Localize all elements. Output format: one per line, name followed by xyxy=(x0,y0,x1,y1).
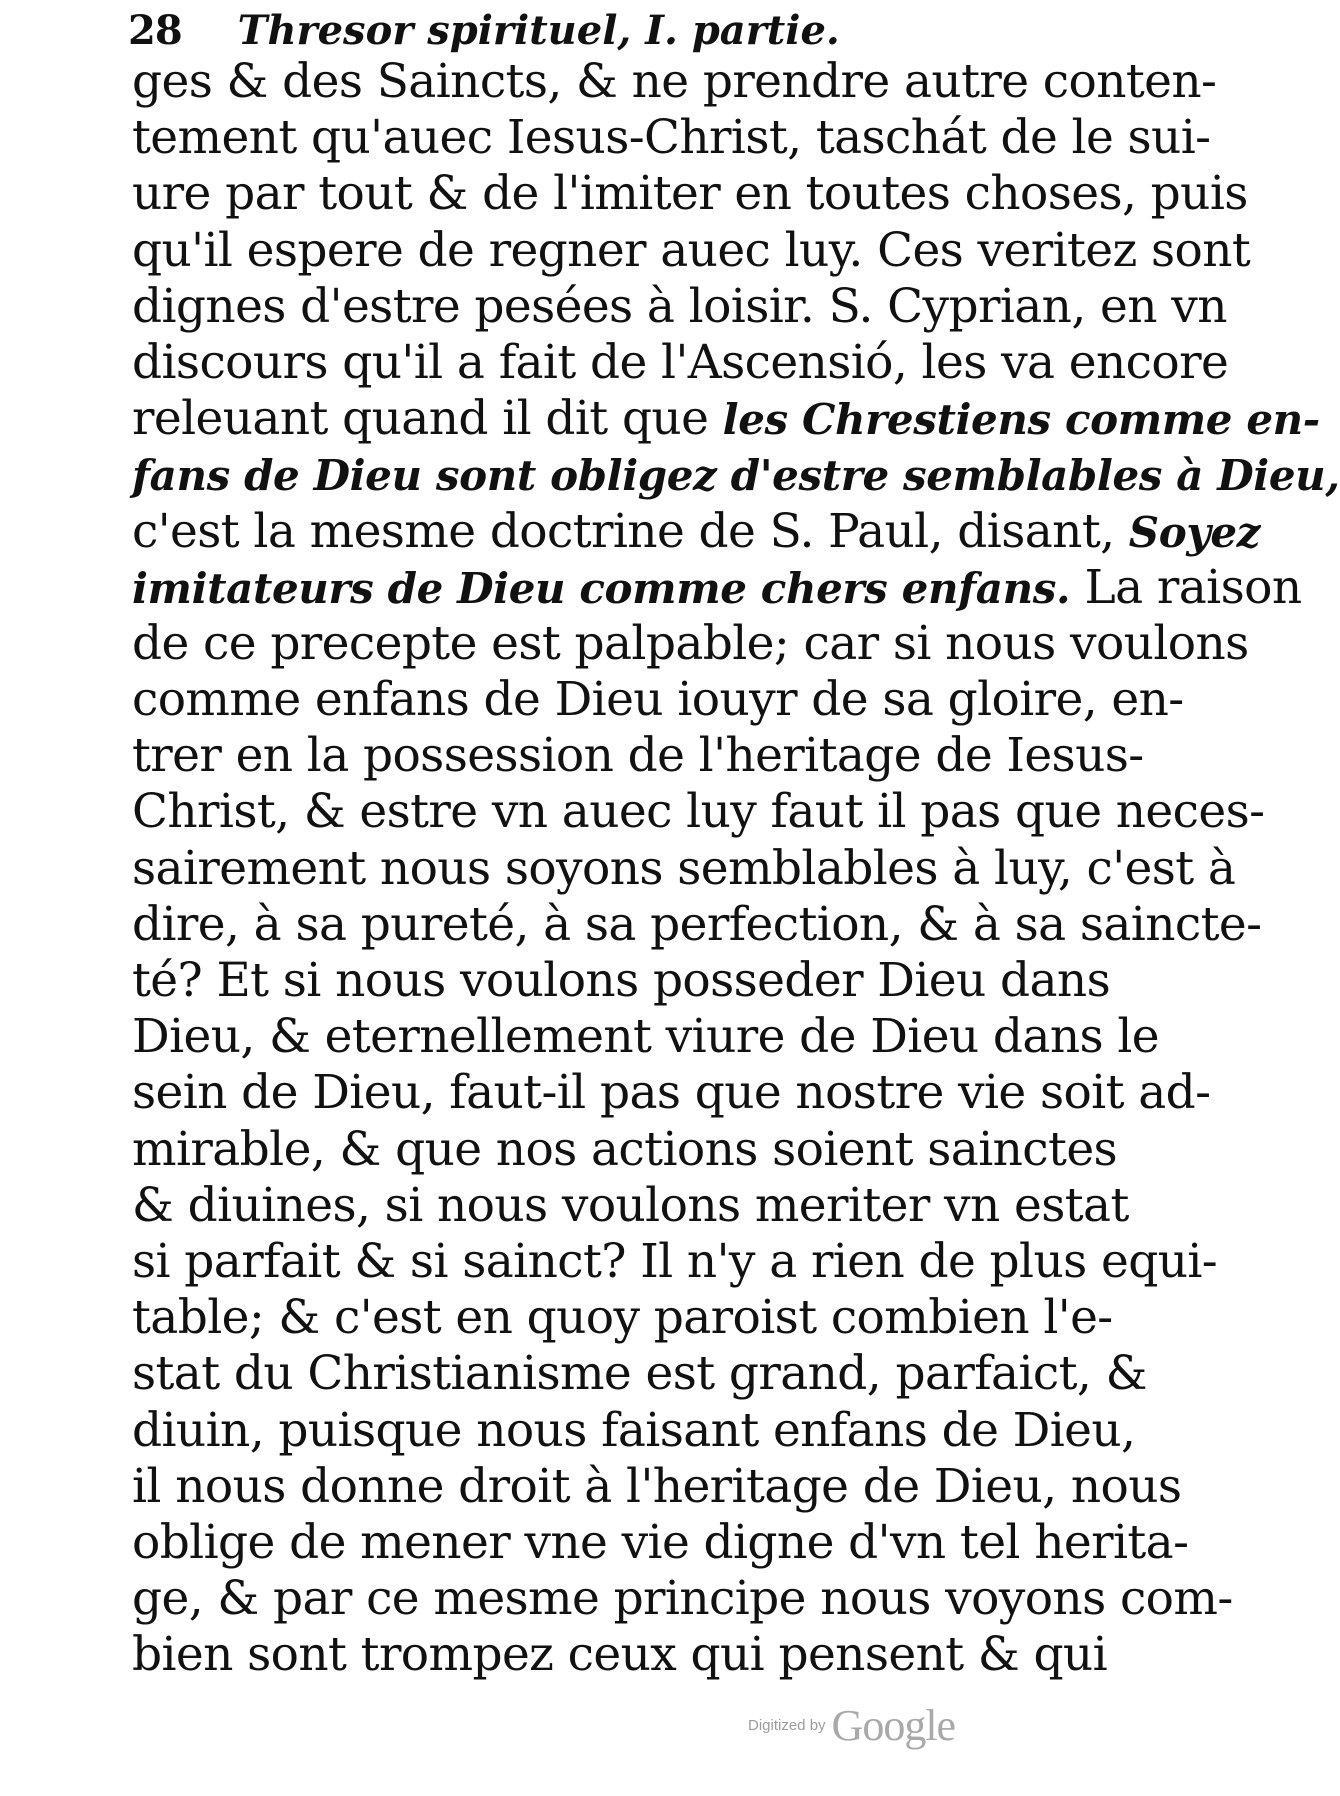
text-line: tement qu'auec Iesus-Christ, taschát de le sui- xyxy=(132,110,1211,166)
text-line: stat du Christianisme est grand, parfaict, & xyxy=(132,1346,1147,1402)
text-line: trer en la possession de l'heritage de Iesus- xyxy=(132,728,1144,784)
watermark-prefix: Digitized by xyxy=(748,1717,826,1734)
text-line: dignes d'estre pesées à loisir. S. Cyprian, en vn xyxy=(132,278,1227,334)
text-line: ge, & par ce mesme principe nous voyons com- xyxy=(132,1571,1233,1627)
text-line: bien sont trompez ceux qui pensent & qui xyxy=(132,1627,1108,1683)
text-line: table; & c'est en quoy paroist combien l'e- xyxy=(132,1290,1113,1346)
text-line: discours qu'il a fait de l'Ascensió, les va encore xyxy=(132,334,1229,390)
text-line: si parfait & si sainct? Il n'y a rien de plus equi- xyxy=(132,1233,1218,1289)
text-line: té? Et si nous voulons posseder Dieu dans xyxy=(132,953,1111,1008)
text-line: Dieu, & eternellement viure de Dieu dans le xyxy=(132,1009,1160,1065)
text-line: qu'il espere de regner auec luy. Ces veritez sont xyxy=(132,222,1251,278)
text-line: comme enfans de Dieu iouyr de sa gloire, en- xyxy=(132,672,1184,728)
text-line: sein de Dieu, faut-il pas que nostre vie soit ad- xyxy=(132,1065,1211,1121)
text-line xyxy=(132,391,1320,447)
running-head xyxy=(128,0,888,62)
italic-quotation: imitateurs de Dieu comme chers enfans. xyxy=(132,563,1071,613)
body-text xyxy=(132,54,1340,1683)
text-line: & diuines, si nous voulons meriter vn estat xyxy=(132,1177,1129,1233)
text-line: Christ, & estre vn auec luy faut il pas que neces- xyxy=(132,784,1265,840)
text-line xyxy=(132,559,1302,616)
line-segment: releuant quand il dit que xyxy=(132,391,723,447)
italic-quotation: les Chrestiens comme en- xyxy=(722,395,1320,445)
line-segment: c'est la mesme doctrine de S. Paul, disant, xyxy=(132,503,1129,559)
text-line: dire, à sa pureté, à sa perfection, & à sa saincte- xyxy=(132,896,1262,952)
google-logo: Google xyxy=(831,1701,956,1750)
page-number: 28 xyxy=(128,7,182,54)
text-line: il nous donne droit à l'heritage de Dieu, nous xyxy=(132,1458,1182,1514)
text-line: sairement nous soyons semblables à luy, c'est à xyxy=(132,840,1236,896)
line-segment: La raison xyxy=(1070,559,1302,615)
italic-quotation: Soyez xyxy=(1128,507,1261,557)
italic-quotation: fans de Dieu sont obligez d'estre semblables à Dieu, xyxy=(132,451,1340,501)
text-line: diuin, puisque nous faisant enfans de Dieu, xyxy=(132,1402,1136,1458)
text-line: de ce precepte est palpable; car si nous voulons xyxy=(132,615,1249,671)
text-line: ure par tout & de l'imiter en toutes choses, puis xyxy=(132,166,1248,222)
text-line xyxy=(132,503,1261,560)
text-line: oblige de mener vne vie digne d'vn tel herita- xyxy=(132,1514,1189,1570)
running-title: Thresor spirituel, I. partie. xyxy=(237,7,840,54)
digitized-by-google-watermark xyxy=(748,1700,955,1752)
text-line: ges & des Saincts, & ne prendre autre conten- xyxy=(132,54,1217,109)
text-line xyxy=(132,447,1340,503)
text-line: mirable, & que nos actions soient sainctes xyxy=(132,1121,1118,1177)
